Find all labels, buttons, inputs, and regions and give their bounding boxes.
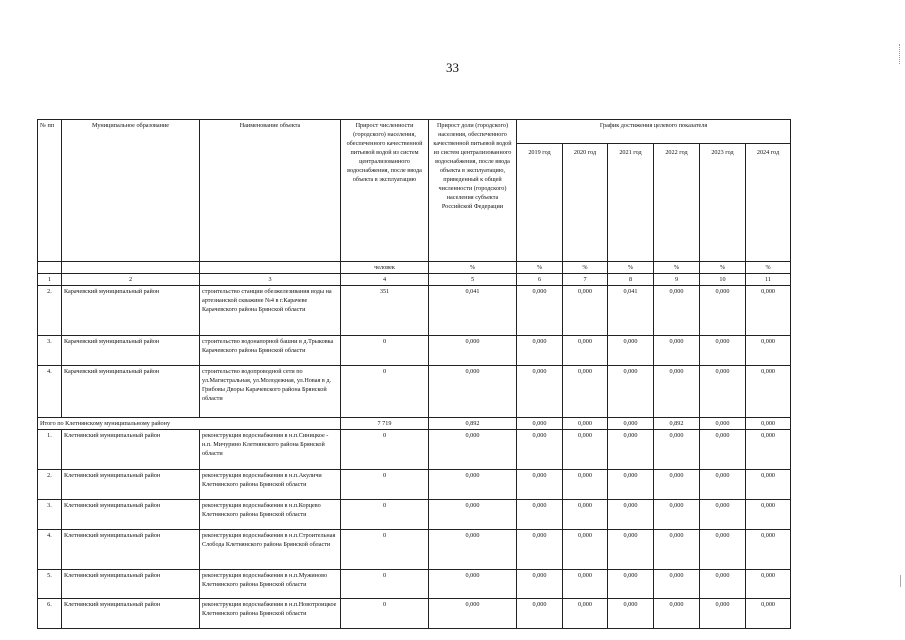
row-no: 2. — [38, 286, 62, 336]
row-municipality: Карачевский муниципальный район — [62, 336, 200, 366]
table-row — [38, 336, 791, 366]
row-2021: 0,000 — [608, 599, 654, 629]
row-2019: 0,000 — [517, 366, 563, 418]
column-number: 3 — [200, 274, 341, 286]
header-year: 2022 год — [654, 144, 700, 262]
total-2024: 0,000 — [746, 418, 791, 430]
unit-cell: % — [608, 262, 654, 274]
target-indicator-table — [37, 119, 791, 629]
unit-cell — [38, 262, 62, 274]
total-row — [38, 418, 791, 430]
row-2024: 0,000 — [746, 530, 791, 570]
row-2019: 0,000 — [517, 470, 563, 500]
row-no: 6. — [38, 599, 62, 629]
row-object: реконструкция водоснабжения в н.п.Мужиново Клетнянского района Брянской области — [200, 570, 341, 599]
row-people: 0 — [341, 336, 429, 366]
margin-mark — [899, 44, 901, 64]
row-object: строительство водопроводной сети по ул.Магистральная, ул.Молодежная, ул.Новая в д. Грибовы Дворы Карачевского района Брянской области — [200, 366, 341, 418]
row-municipality: Карачевский муниципальный район — [62, 366, 200, 418]
page-number: 33 — [446, 60, 459, 75]
row-people: 0 — [341, 470, 429, 500]
row-2020: 0,000 — [563, 470, 608, 500]
row-share: 0,000 — [429, 599, 517, 629]
total-people: 7 719 — [341, 418, 429, 430]
total-share: 0,892 — [429, 418, 517, 430]
row-share: 0,000 — [429, 336, 517, 366]
row-2024: 0,000 — [746, 366, 791, 418]
row-object: строительство водонапорной башни в д.Трыковка Карачевского района Брянской области — [200, 336, 341, 366]
row-2021: 0,000 — [608, 336, 654, 366]
row-no: 3. — [38, 336, 62, 366]
row-2023: 0,000 — [700, 599, 746, 629]
row-2023: 0,000 — [700, 500, 746, 530]
row-object: реконструкция водоснабжения в н.п.Корцево Клетнянского района Брянской области — [200, 500, 341, 530]
header-no: № пп — [38, 120, 62, 262]
header-year: 2024 год — [746, 144, 791, 262]
row-people: 0 — [341, 530, 429, 570]
row-municipality: Карачевский муниципальный район — [62, 286, 200, 336]
row-2019: 0,000 — [517, 570, 563, 599]
row-2024: 0,000 — [746, 500, 791, 530]
row-2020: 0,000 — [563, 286, 608, 336]
row-object: строительство станции обезжелезивания воды на артезианской скважине №4 в г.Карачеве Карачевского района Брянской области — [200, 286, 341, 336]
row-people: 351 — [341, 286, 429, 336]
column-number: 9 — [654, 274, 700, 286]
row-2024: 0,000 — [746, 470, 791, 500]
table-row — [38, 470, 791, 500]
row-2021: 0,000 — [608, 470, 654, 500]
row-2019: 0,000 — [517, 599, 563, 629]
row-no: 1. — [38, 430, 62, 470]
row-people: 0 — [341, 430, 429, 470]
total-2019: 0,000 — [517, 418, 563, 430]
row-2020: 0,000 — [563, 599, 608, 629]
row-share: 0,000 — [429, 430, 517, 470]
row-2019: 0,000 — [517, 530, 563, 570]
header-municipality: Муниципальное образование — [62, 120, 200, 262]
row-2023: 0,000 — [700, 570, 746, 599]
row-2019: 0,000 — [517, 286, 563, 336]
row-municipality: Клетнянский муниципальный район — [62, 500, 200, 530]
total-2021: 0,000 — [608, 418, 654, 430]
row-2024: 0,000 — [746, 336, 791, 366]
row-no: 5. — [38, 570, 62, 599]
unit-cell — [62, 262, 200, 274]
row-2023: 0,000 — [700, 336, 746, 366]
column-number: 10 — [700, 274, 746, 286]
row-2020: 0,000 — [563, 530, 608, 570]
row-share: 0,000 — [429, 530, 517, 570]
row-people: 0 — [341, 570, 429, 599]
row-2022: 0,000 — [654, 530, 700, 570]
row-no: 4. — [38, 530, 62, 570]
row-2021: 0,000 — [608, 500, 654, 530]
header-year: 2021 год — [608, 144, 654, 262]
header-schedule: График достижения целевого показателя — [517, 120, 791, 144]
row-2020: 0,000 — [563, 500, 608, 530]
row-municipality: Клетнянский муниципальный район — [62, 470, 200, 500]
table-row — [38, 500, 791, 530]
row-share: 0,000 — [429, 570, 517, 599]
column-number: 4 — [341, 274, 429, 286]
total-2022: 0,892 — [654, 418, 700, 430]
row-2020: 0,000 — [563, 336, 608, 366]
row-municipality: Клетнянский муниципальный район — [62, 570, 200, 599]
margin-mark — [900, 575, 901, 587]
row-2021: 0,000 — [608, 530, 654, 570]
header-object: Наименование объекта — [200, 120, 341, 262]
header-year: 2023 год — [700, 144, 746, 262]
row-object: реконструкция водоснабжения в н.п.Строительная Слобода Клетнянского района Брянской области — [200, 530, 341, 570]
row-2020: 0,000 — [563, 366, 608, 418]
row-municipality: Клетнянский муниципальный район — [62, 430, 200, 470]
row-2023: 0,000 — [700, 430, 746, 470]
row-object: реконструкция водоснабжения в н.п.Новотроицкое Клетнянского района Брянской области — [200, 599, 341, 629]
row-share: 0,000 — [429, 500, 517, 530]
unit-cell: % — [654, 262, 700, 274]
column-number: 1 — [38, 274, 62, 286]
row-2024: 0,000 — [746, 599, 791, 629]
row-2022: 0,000 — [654, 366, 700, 418]
total-label: Итого по Клетнянскому муниципальному району — [38, 418, 341, 430]
unit-cell: человек — [341, 262, 429, 274]
row-people: 0 — [341, 500, 429, 530]
total-2023: 0,000 — [700, 418, 746, 430]
table-row — [38, 570, 791, 599]
column-number: 8 — [608, 274, 654, 286]
row-2021: 0,000 — [608, 570, 654, 599]
row-2023: 0,000 — [700, 286, 746, 336]
row-2019: 0,000 — [517, 500, 563, 530]
row-object: реконструкция водоснабжения в н.п.Синицкое - н.п. Мичурино Клетнянского района Брянской области — [200, 430, 341, 470]
header-population-growth: Прирост численности (городского) населения, обеспеченного качественной питьевой водой из систем централизованного водоснабжения, после ввода объекта в эксплуатацию — [341, 120, 429, 262]
row-share: 0,041 — [429, 286, 517, 336]
unit-cell: % — [700, 262, 746, 274]
row-2019: 0,000 — [517, 430, 563, 470]
table-row — [38, 366, 791, 418]
row-2022: 0,000 — [654, 570, 700, 599]
row-2024: 0,000 — [746, 570, 791, 599]
row-2024: 0,000 — [746, 430, 791, 470]
header-share-growth: Прирост доли (городского) населения, обеспеченного качественной питьевой водой из систем централизованного водоснабжения, после ввода объекта в эксплуатацию, приведенный к общей численности (городского) населения субъекта Российской Федерации — [429, 120, 517, 262]
column-number: 6 — [517, 274, 563, 286]
row-2019: 0,000 — [517, 336, 563, 366]
row-2020: 0,000 — [563, 430, 608, 470]
row-2020: 0,000 — [563, 570, 608, 599]
row-municipality: Клетнянский муниципальный район — [62, 599, 200, 629]
column-number: 11 — [746, 274, 791, 286]
row-2022: 0,000 — [654, 470, 700, 500]
row-municipality: Клетнянский муниципальный район — [62, 530, 200, 570]
row-2021: 0,041 — [608, 286, 654, 336]
row-2023: 0,000 — [700, 366, 746, 418]
row-2022: 0,000 — [654, 500, 700, 530]
header-year: 2020 год — [563, 144, 608, 262]
column-number: 2 — [62, 274, 200, 286]
row-no: 4. — [38, 366, 62, 418]
row-share: 0,000 — [429, 366, 517, 418]
header-year: 2019 год — [517, 144, 563, 262]
unit-cell: % — [429, 262, 517, 274]
row-2021: 0,000 — [608, 366, 654, 418]
column-number: 7 — [563, 274, 608, 286]
row-people: 0 — [341, 599, 429, 629]
row-no: 2. — [38, 470, 62, 500]
column-number: 5 — [429, 274, 517, 286]
row-people: 0 — [341, 366, 429, 418]
unit-cell: % — [563, 262, 608, 274]
table-row — [38, 599, 791, 629]
row-no: 3. — [38, 500, 62, 530]
row-share: 0,000 — [429, 470, 517, 500]
table-row — [38, 530, 791, 570]
row-2023: 0,000 — [700, 470, 746, 500]
row-2021: 0,000 — [608, 430, 654, 470]
row-2022: 0,000 — [654, 336, 700, 366]
unit-cell — [200, 262, 341, 274]
unit-cell: % — [746, 262, 791, 274]
row-2024: 0,000 — [746, 286, 791, 336]
row-2022: 0,000 — [654, 430, 700, 470]
table-row — [38, 286, 791, 336]
row-2023: 0,000 — [700, 530, 746, 570]
row-2022: 0,000 — [654, 599, 700, 629]
unit-cell: % — [517, 262, 563, 274]
total-2020: 0,000 — [563, 418, 608, 430]
table-row — [38, 430, 791, 470]
row-2022: 0,000 — [654, 286, 700, 336]
row-object: реконструкция водоснабжения в н.п.Акуличи Клетнянского района Брянской области — [200, 470, 341, 500]
